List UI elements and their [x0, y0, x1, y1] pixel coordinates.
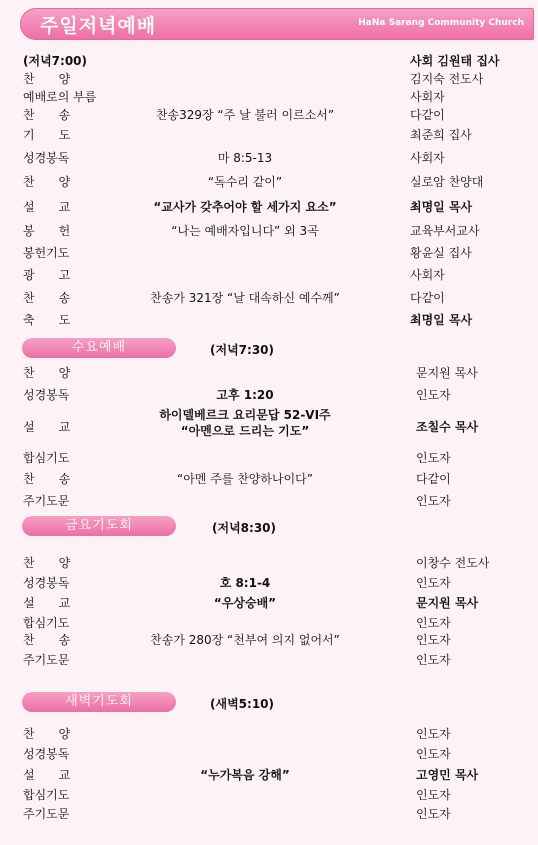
program-item-leader: 인도자: [416, 727, 451, 741]
program-item-leader: 최명일 목사: [410, 313, 473, 327]
program-item-leader: 인도자: [416, 747, 451, 761]
dawn-title-badge: 새벽기도회: [22, 692, 176, 712]
program-row: [0, 554, 538, 574]
program-item-leader: 사회자: [410, 90, 445, 104]
program-item-label: 찬 송: [23, 108, 71, 122]
page-header: [20, 8, 534, 40]
wednesday-sermon-line1: 하이델베르크 요리문답 52-VI주: [159, 408, 331, 422]
program-item-label: 찬 양: [23, 556, 71, 570]
program-item-label: 기 도: [23, 128, 71, 142]
program-item-leader: 인도자: [416, 576, 451, 590]
program-item-label: 성경봉독: [23, 747, 70, 761]
program-row: [0, 386, 538, 406]
program-item-label: 주기도문: [23, 807, 70, 821]
program-item-label: 찬 양: [23, 175, 71, 189]
wednesday-time: (저녁7:30): [210, 343, 275, 357]
program-item-label: 주기도문: [23, 494, 70, 508]
program-item-label: 축 도: [23, 313, 71, 327]
program-item-label: 찬 송: [23, 472, 71, 486]
program-item-leader: 인도자: [416, 788, 451, 802]
program-item-label: (저녁7:00): [23, 54, 88, 68]
program-item-leader: 사회 김원태 집사: [410, 54, 500, 68]
program-item-content: “누가복음 강해”: [200, 768, 290, 782]
program-row: [0, 766, 538, 786]
program-item-leader: 다같이: [410, 108, 445, 122]
program-item-label: 설 교: [23, 200, 71, 214]
program-row: [0, 70, 538, 90]
program-item-content: “나는 예배자입니다” 외 3곡: [171, 224, 319, 238]
program-row: [0, 266, 538, 286]
wednesday-sermon-title: [0, 407, 490, 439]
program-row: [0, 106, 538, 126]
program-item-leader: 조칠수 목사: [416, 420, 479, 434]
program-item-content: 찬송329장 “주 날 불러 이르소서”: [155, 108, 335, 122]
program-row: [0, 222, 538, 242]
program-item-leader: 인도자: [416, 807, 451, 821]
program-item-label: 성경봉독: [23, 151, 70, 165]
program-item-leader: 인도자: [416, 494, 451, 508]
program-item-leader: 최명일 목사: [410, 200, 473, 214]
program-row: [0, 786, 538, 806]
program-row: [0, 88, 538, 108]
program-item-label: 성경봉독: [23, 576, 70, 590]
program-item-content: “독수리 같이”: [207, 175, 283, 189]
program-row: [0, 470, 538, 490]
program-item-label: 합심기도: [23, 788, 70, 802]
page-title: 주일저녁예배: [40, 15, 157, 37]
program-item-content: “아멘 주를 찬양하나이다”: [177, 472, 313, 486]
program-item-content: 고후 1:20: [216, 388, 274, 402]
friday-title-badge: 금요기도회: [22, 516, 176, 536]
program-item-label: 찬 양: [23, 727, 71, 741]
program-row: [0, 52, 538, 72]
program-item-content: 호 8:1-4: [219, 576, 271, 590]
program-item-leader: 고영민 목사: [416, 768, 479, 782]
program-item-label: 찬 송: [23, 291, 71, 305]
program-row: [0, 311, 538, 331]
wednesday-sermon-line2: “아멘으로 드리는 기도”: [180, 424, 310, 438]
program-item-leader: 교육부서교사: [410, 224, 480, 238]
program-item-leader: 사회자: [410, 151, 445, 165]
program-item-content: 마 8:5-13: [217, 151, 273, 165]
program-item-leader: 최준희 집사: [410, 128, 472, 142]
dawn-time: (새벽5:10): [210, 697, 275, 711]
program-item-label: 합심기도: [23, 616, 70, 630]
program-item-label: 찬 송: [23, 633, 71, 647]
program-item-leader: 문지원 목사: [416, 596, 479, 610]
program-item-label: 예배로의 부름: [23, 90, 97, 104]
program-item-label: 찬 양: [23, 72, 71, 86]
program-item-leader: 다같이: [410, 291, 445, 305]
program-item-leader: 인도자: [416, 653, 451, 667]
program-row: [0, 805, 538, 825]
program-item-leader: 다같이: [416, 472, 451, 486]
program-item-leader: 인도자: [416, 633, 451, 647]
program-row: [0, 198, 538, 218]
program-item-content: “교사가 갖추어야 할 세가지 요소”: [153, 200, 337, 214]
program-item-leader: 문지원 목사: [416, 366, 478, 380]
program-item-leader: 황윤실 집사: [410, 246, 472, 260]
wednesday-title-badge: 수요예배: [22, 338, 176, 358]
program-item-label: 봉 헌: [23, 224, 71, 238]
program-row: [0, 631, 538, 651]
program-item-leader: 사회자: [410, 268, 445, 282]
program-row: [0, 651, 538, 671]
program-row: [0, 574, 538, 594]
program-row: [0, 594, 538, 614]
program-item-content: 찬송가 321장 “날 대속하신 예수께”: [150, 291, 340, 305]
program-item-leader: 인도자: [416, 388, 451, 402]
program-item-leader: 실로암 찬양대: [410, 175, 484, 189]
program-row: [0, 364, 538, 384]
program-row: [0, 173, 538, 193]
program-row: [0, 126, 538, 146]
program-row: [0, 725, 538, 745]
program-row: [0, 244, 538, 264]
program-row: [0, 492, 538, 512]
program-item-label: 광 고: [23, 268, 71, 282]
program-item-leader: 김지숙 전도사: [410, 72, 484, 86]
program-item-label: 합심기도: [23, 451, 70, 465]
program-item-label: 설 교: [23, 420, 71, 434]
program-item-label: 설 교: [23, 768, 71, 782]
program-item-content: 찬송가 280장 “천부여 의지 없어서”: [150, 633, 340, 647]
program-item-content: “우상숭배”: [213, 596, 277, 610]
program-item-label: 주기도문: [23, 653, 70, 667]
program-item-label: 설 교: [23, 596, 71, 610]
program-row: [0, 289, 538, 309]
program-item-label: 찬 양: [23, 366, 71, 380]
program-item-leader: 이창수 전도사: [416, 556, 490, 570]
program-row: [0, 149, 538, 169]
program-item-label: 봉헌기도: [23, 246, 70, 260]
friday-time: (저녁8:30): [212, 521, 277, 535]
program-item-leader: 인도자: [416, 616, 451, 630]
program-item-leader: 인도자: [416, 451, 451, 465]
program-row: [0, 745, 538, 765]
church-name: HaNa Sarang Community Church: [358, 18, 524, 28]
program-item-label: 성경봉독: [23, 388, 70, 402]
program-row: [0, 449, 538, 469]
